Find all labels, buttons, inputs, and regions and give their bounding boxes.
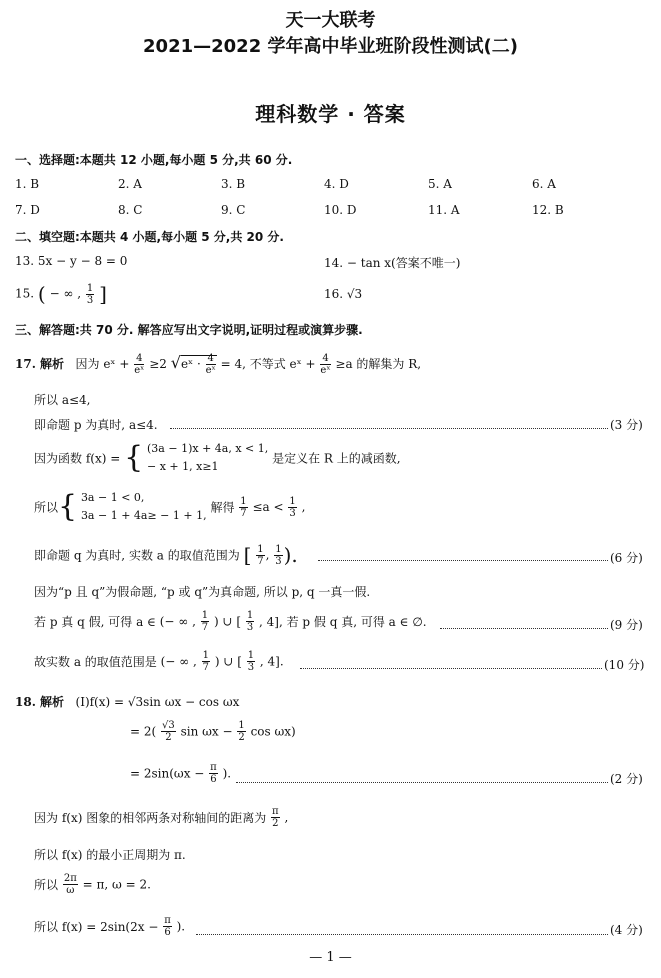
piecewise-cases: (3a − 1)x + 4a, x < 1, − x + 1, x≥1 (147, 442, 269, 473)
fill-answer-15: 15. ( − ∞ , $\frac{1}{3}$ ] (15, 282, 107, 306)
subject-title: 理科数学 · 答案 (255, 102, 406, 126)
dotted-leader (236, 782, 608, 783)
dotted-leader (300, 668, 602, 669)
part2-heading: 二、填空题:本题共 4 小题,每小题 5 分,共 20 分. (15, 230, 284, 244)
page-number: — 1 — (309, 950, 352, 965)
dotted-leader (170, 428, 608, 429)
q18-line6: 所以 $\frac{2\pi}{\omega}$ = π, ω = 2. (34, 873, 151, 896)
dotted-leader (196, 934, 608, 935)
fraction: $\frac{\pi}{2}$ (272, 806, 279, 829)
q17-line8: 若 p 真 q 假, 可得 a ∈ (− ∞ , $\frac{1}{7}$ ) ∪ [ $\frac{1}{3}$ , 4], 若 p 假 q 真, 可得 a ∈ ∅. (34, 610, 427, 633)
q17-line6: 即命题 q 为真时, 实数 a 的取值范围为 [ $\frac{1}{7}$ , $\frac{1}{3}$ ). (34, 543, 298, 567)
score-mark: (9 分) (610, 618, 643, 632)
q18-line5: 所以 f(x) 的最小正周期为 π. (34, 848, 186, 862)
choice-answer: 3. B (221, 177, 246, 191)
q17-label: 17. 解析 (15, 357, 65, 371)
fraction: $\frac{1}{7}$ (202, 650, 210, 673)
fraction: $\frac{\pi}{6}$ (164, 915, 171, 938)
fraction: $\frac{2\pi}{\omega}$ (63, 873, 77, 896)
choice-answer: 8. C (118, 203, 143, 217)
fraction: $\frac{\pi}{6}$ (210, 762, 217, 785)
choice-answer: 9. C (221, 203, 246, 217)
fraction: $\frac{1}{3}$ (289, 495, 296, 519)
choice-answer: 11. A (428, 203, 460, 217)
fraction: $\frac{1}{7}$ (257, 543, 264, 567)
choice-answer: 12. B (532, 203, 564, 217)
fraction: $\frac{4}{\text{eˣ}}$ (205, 353, 216, 376)
q18-label: 18. 解析 (15, 695, 65, 709)
sqrt-symbol: √ (170, 353, 181, 372)
q18-line3: = 2sin(ωx − $\frac{\pi}{6}$ ). (130, 762, 232, 785)
q17-line4: 因为函数 f(x) = { (3a − 1)x + 4a, x < 1, − x + 1, x≥1 是定义在 R 上的减函数, (34, 440, 401, 475)
left-brace: { (58, 489, 78, 524)
fraction: $\frac{√3}{2}$ (162, 720, 175, 743)
fraction: $\frac{1}{7}$ (201, 610, 209, 633)
q17-line3: 即命题 p 为真时, a≤4. (34, 418, 158, 432)
dotted-leader (318, 560, 608, 561)
score-mark: (4 分) (610, 923, 643, 937)
part1-heading: 一、选择题:本题共 12 小题,每小题 5 分,共 60 分. (15, 153, 293, 167)
left-brace: { (124, 440, 144, 475)
choice-answer: 7. D (15, 203, 40, 217)
q18-line2: = 2( $\frac{√3}{2}$ sin ωx − $\frac{1}{2}$ cos ωx) (130, 720, 296, 743)
fraction: $\frac{1}{3}$ (246, 610, 254, 633)
q17-line2: 所以 a≤4, (34, 393, 91, 407)
score-mark: (3 分) (610, 418, 643, 432)
q17-line5: 所以{ 3a − 1 < 0, 3a − 1 + 4a≥ − 1 + 1, 解得 $\frac{1}{7}$ ≤a < $\frac{1}{3}$ , (34, 489, 306, 524)
fraction: $\frac{1}{3}$ (275, 543, 282, 567)
fill-answer-14: 14. − tan x(答案不唯一) (324, 256, 461, 270)
fraction: $\frac{1}{3}$ (247, 650, 255, 673)
fraction: $\frac{1}{3}$ (86, 282, 94, 306)
fraction: $\frac{4}{\text{eˣ}}$ (320, 353, 331, 376)
choice-answer: 5. A (428, 177, 452, 191)
inequality-system: 3a − 1 < 0, 3a − 1 + 4a≥ − 1 + 1, (80, 491, 207, 522)
choice-answer: 2. A (118, 177, 142, 191)
fraction: $\frac{1}{2}$ (238, 720, 245, 743)
part3-heading: 三、解答题:共 70 分. 解答应写出文字说明,证明过程或演算步骤. (15, 323, 363, 337)
score-mark: (10 分) (604, 658, 645, 672)
exam-org-title: 天一大联考 (285, 10, 376, 31)
q18-line1: 18. 解析 (Ⅰ)f(x) = √3sin ωx − cos ωx (15, 695, 240, 709)
choice-answer: 1. B (15, 177, 40, 191)
q17-line9: 故实数 a 的取值范围是 (− ∞ , $\frac{1}{7}$ ) ∪ [ $\frac{1}{3}$ , 4]. (34, 650, 284, 673)
choice-answer: 4. D (324, 177, 349, 191)
fraction: $\frac{4}{\text{eˣ}}$ (134, 353, 145, 376)
q17-line1: 17. 解析 因为 eˣ + $\frac{4}{\text{eˣ}}$ ≥2 √eˣ · $\frac{4}{\text{eˣ}}$ = 4, 不等式 eˣ + $\frac{4}{\text{eˣ}}$ ≥a 的解集为 R, (15, 353, 422, 376)
q18-line7: 所以 f(x) = 2sin(2x − $\frac{\pi}{6}$ ). (34, 915, 186, 938)
choice-answer: 6. A (532, 177, 556, 191)
choice-answer: 10. D (324, 203, 357, 217)
score-mark: (6 分) (610, 551, 643, 565)
fill-answer-13: 13. 5x − y − 8 = 0 (15, 254, 128, 268)
exam-name-title: 2021—2022 学年高中毕业班阶段性测试(二) (143, 36, 518, 57)
q17-line7: 因为“p 且 q”为假命题, “p 或 q”为真命题, 所以 p, q 一真一假. (34, 585, 371, 599)
fraction: $\frac{1}{7}$ (240, 495, 247, 519)
fill-answer-16: 16. √3 (324, 287, 363, 301)
dotted-leader (440, 628, 608, 629)
score-mark: (2 分) (610, 772, 643, 786)
q18-line4: 因为 f(x) 图象的相邻两条对称轴间的距离为 $\frac{\pi}{2}$ , (34, 806, 289, 829)
